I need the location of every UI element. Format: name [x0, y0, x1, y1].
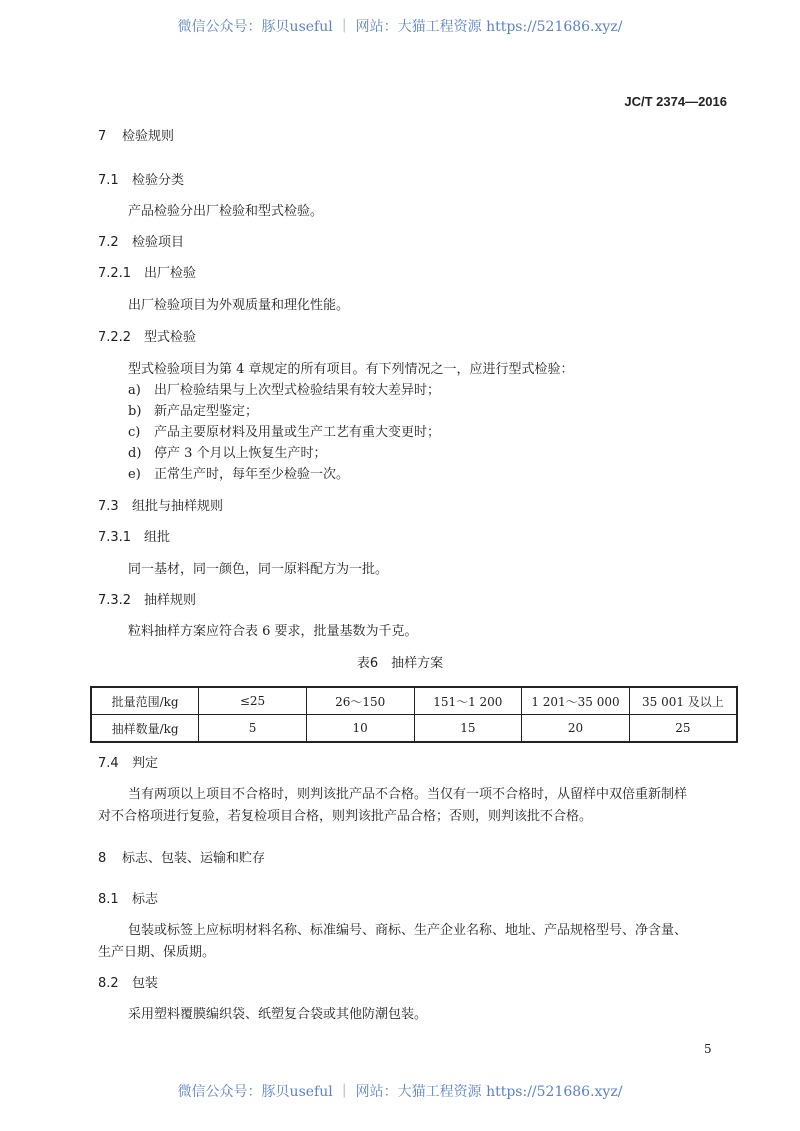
section-number: 8.1	[98, 892, 119, 907]
heading-7-2-1	[98, 265, 196, 283]
list-text: 正常生产时，每年至少检验一次。	[154, 467, 350, 482]
table-cell: 1 201～35 000	[522, 687, 630, 715]
section-number: 7.2.1	[98, 266, 132, 281]
table-cell: 25	[629, 715, 737, 743]
paragraph: 粒料抽样方案应符合表 6 要求，批量基数为千克。	[128, 624, 418, 639]
list-text: 停产 3 个月以上恢复生产时；	[154, 446, 327, 461]
section-number: 7.1	[98, 173, 119, 188]
heading-7-3-1	[98, 529, 170, 547]
list-item	[128, 445, 327, 463]
sampling-table	[90, 686, 738, 743]
section-title: 包装	[132, 976, 159, 991]
section-number: 8	[98, 851, 107, 866]
section-title: 检验分类	[132, 173, 185, 188]
section-number: 7.3	[98, 499, 119, 514]
section-number: 7.2.2	[98, 330, 132, 345]
section-number: 7	[98, 129, 107, 144]
section-title: 标志	[132, 892, 159, 907]
paragraph: 出厂检验项目为外观质量和理化性能。	[128, 298, 350, 313]
heading-8-1	[98, 891, 158, 909]
list-marker: d)	[128, 446, 142, 461]
list-item	[128, 382, 440, 400]
section-title: 抽样规则	[144, 593, 197, 608]
table-cell: 10	[306, 715, 414, 743]
table-cell: 5	[199, 715, 307, 743]
section-number: 7.3.1	[98, 530, 132, 545]
heading-7-3-2	[98, 592, 196, 610]
paragraph: 同一基材，同一颜色，同一原料配方为一批。	[128, 562, 389, 577]
watermark-top: 微信公众号：豚贝useful ｜ 网站：大猫工程资源 https://521686.xyz/	[177, 19, 623, 35]
paragraph-continued: 对不合格项进行复验，若复检项目合格，则判该批产品合格；否则，则判该批不合格。	[98, 809, 593, 824]
page-number: 5	[704, 1042, 712, 1056]
heading-8	[98, 850, 265, 868]
table-cell: 26～150	[306, 687, 414, 715]
section-title: 型式检验	[144, 330, 197, 345]
paragraph: 包装或标签上应标明材料名称、标准编号、商标、生产企业名称、地址、产品规格型号、净含量、	[128, 923, 688, 938]
list-text: 产品主要原材料及用量或生产工艺有重大变更时；	[154, 425, 441, 440]
table-row	[91, 715, 737, 743]
table-cell: 35 001 及以上	[629, 687, 737, 715]
list-marker: c)	[128, 425, 141, 440]
section-title: 判定	[132, 756, 159, 771]
standard-number: JC/T 2374—2016	[624, 94, 727, 109]
heading-7-4	[98, 755, 158, 773]
list-item	[128, 403, 258, 421]
section-title: 出厂检验	[144, 266, 197, 281]
table-cell: 抽样数量/kg	[91, 715, 199, 743]
section-number: 8.2	[98, 976, 119, 991]
table-cell: ≤25	[199, 687, 307, 715]
section-title: 检验项目	[132, 235, 185, 250]
list-item	[128, 466, 349, 484]
heading-7-2	[98, 234, 184, 252]
paragraph-continued: 生产日期、保质期。	[98, 945, 216, 960]
section-number: 7.4	[98, 756, 119, 771]
list-marker: e)	[128, 467, 141, 482]
table-cell: 15	[414, 715, 522, 743]
list-marker: a)	[128, 383, 141, 398]
paragraph: 产品检验分出厂检验和型式检验。	[128, 204, 324, 219]
heading-7-2-2	[98, 329, 196, 347]
list-text: 出厂检验结果与上次型式检验结果有较大差异时；	[154, 383, 441, 398]
heading-7	[98, 128, 174, 146]
list-text: 新产品定型鉴定；	[154, 404, 259, 419]
heading-7-1	[98, 172, 184, 190]
table-cell: 151～1 200	[414, 687, 522, 715]
section-number: 7.3.2	[98, 593, 132, 608]
table-cell: 批量范围/kg	[91, 687, 199, 715]
table-caption: 表6 抽样方案	[356, 656, 444, 671]
list-marker: b)	[128, 404, 142, 419]
section-title: 检验规则	[122, 129, 175, 144]
section-title: 组批	[144, 530, 171, 545]
paragraph: 型式检验项目为第 4 章规定的所有项目。有下列情况之一，应进行型式检验：	[128, 362, 574, 377]
section-title: 组批与抽样规则	[132, 499, 224, 514]
heading-8-2	[98, 975, 158, 993]
heading-7-3	[98, 498, 223, 516]
section-number: 7.2	[98, 235, 119, 250]
section-title: 标志、包装、运输和贮存	[122, 851, 266, 866]
table-cell: 20	[522, 715, 630, 743]
watermark-bottom: 微信公众号：豚贝useful ｜ 网站：大猫工程资源 https://521686.xyz/	[177, 1084, 623, 1100]
paragraph: 当有两项以上项目不合格时，则判该批产品不合格。当仅有一项不合格时，从留样中双倍重新制样	[128, 787, 688, 802]
table-row	[91, 687, 737, 715]
list-item	[128, 424, 440, 442]
paragraph: 采用塑料覆膜编织袋、纸塑复合袋或其他防潮包装。	[128, 1007, 428, 1022]
